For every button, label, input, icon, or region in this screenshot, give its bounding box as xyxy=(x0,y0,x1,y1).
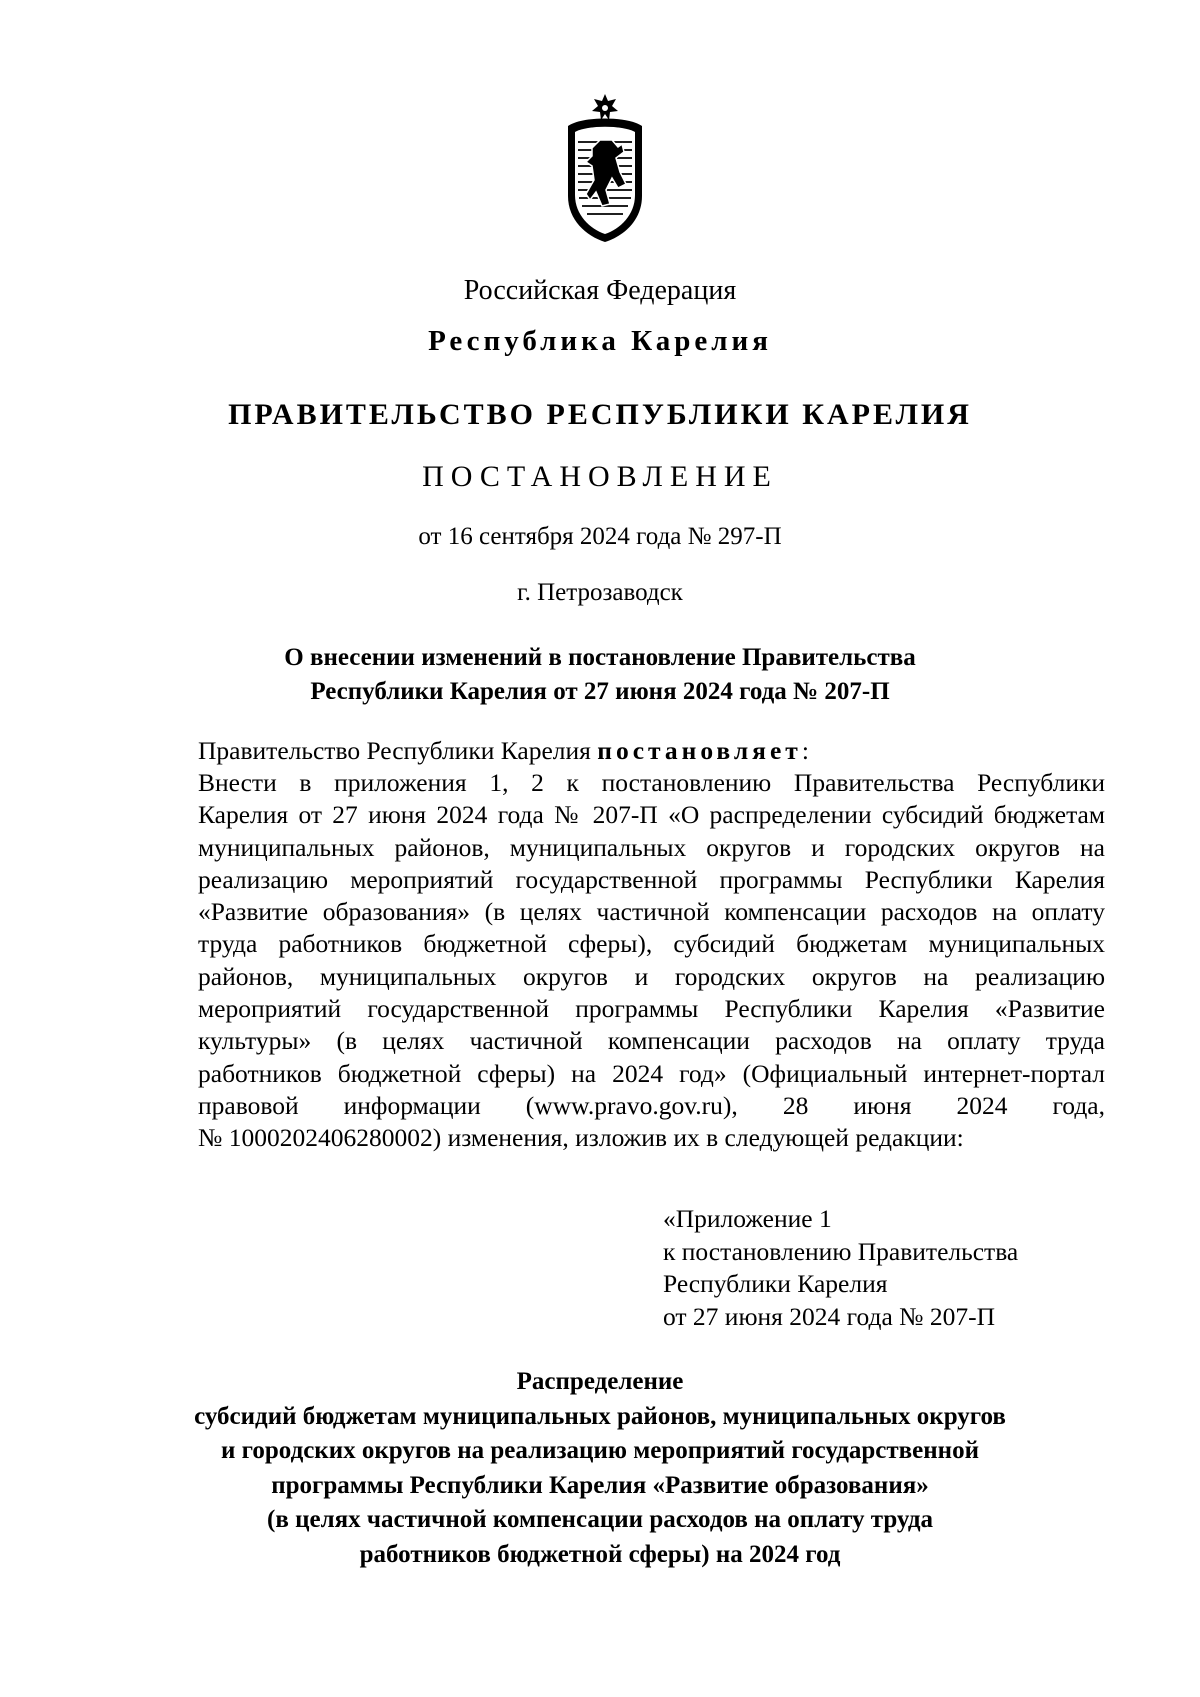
body-line: Карелия от 27 июня 2024 года № 207-П «О распределении субсидий бюджетам xyxy=(198,800,1105,830)
intro-colon: : xyxy=(801,736,809,765)
body-line: Внести в приложения 1, 2 к постановлению Правительства Республики xyxy=(198,768,1105,797)
distribution-title-line: работников бюджетной сферы) на 2024 год xyxy=(359,1540,841,1568)
government-name: ПРАВИТЕЛЬСТВО РЕСПУБЛИКИ КАРЕЛИЯ xyxy=(228,398,972,431)
body-line: «Развитие образования» (в целях частичной компенсации расходов на оплату xyxy=(198,897,1105,927)
distribution-title-line: программы Республики Карелия «Развитие образования» xyxy=(271,1471,929,1499)
appendix-line: Республики Карелия xyxy=(663,1269,888,1298)
document-city: г. Петрозаводск xyxy=(517,579,683,606)
intro-emphasis: постановляет xyxy=(597,736,802,765)
republic-name: Республика Карелия xyxy=(428,325,772,357)
distribution-title-line: Распределение xyxy=(516,1368,684,1395)
country-name: Российская Федерация xyxy=(463,275,737,306)
body-line: № 1000202406280002) изменения, изложив их в следующей редакции: xyxy=(198,1123,964,1153)
document-type: ПОСТАНОВЛЕНИЕ xyxy=(422,460,778,493)
body-line: труда работников бюджетной сферы), субсидий бюджетам муниципальных xyxy=(198,929,1105,959)
coat-of-arms-karelia xyxy=(562,92,648,244)
distribution-title xyxy=(0,1365,1200,1572)
distribution-title-line: и городских округов на реализацию мероприятий государственной xyxy=(221,1437,979,1464)
main-paragraph xyxy=(145,767,1105,1155)
appendix-line: от 27 июня 2024 года № 207-П xyxy=(663,1301,995,1331)
intro-paragraph xyxy=(145,735,1105,767)
body-line: районов, муниципальных округов и городских округов на реализацию xyxy=(198,961,1105,991)
body-line: муниципальных районов, муниципальных округов и городских округов на xyxy=(198,832,1105,862)
body-line: культуры» (в целях частичной компенсации расходов на оплату труда xyxy=(198,1026,1105,1056)
distribution-title-line: (в целях частичной компенсации расходов на оплату труда xyxy=(267,1506,933,1533)
body-line: мероприятий государственной программы Республики Карелия «Развитие xyxy=(198,994,1105,1024)
appendix-line: «Приложение 1 xyxy=(663,1204,832,1233)
distribution-title-line: субсидий бюджетам муниципальных районов, муниципальных округов xyxy=(194,1402,1006,1430)
document-title-line-1: О внесении изменений в постановление Правительства xyxy=(284,644,916,671)
appendix-line: к постановлению Правительства xyxy=(663,1236,1019,1266)
body-line: реализацию мероприятий государственной программы Республики Карелия xyxy=(198,864,1105,894)
appendix-heading xyxy=(663,1203,1018,1333)
body-line: правовой информации (www.pravo.gov.ru), 28 июня 2024 года, xyxy=(198,1090,1105,1120)
intro-text: Правительство Республики Карелия xyxy=(198,736,598,765)
document-title-line-2: Республики Карелия от 27 июня 2024 года № 207-П xyxy=(310,678,890,705)
document-date-number: от 16 сентября 2024 года № 297-П xyxy=(418,523,782,550)
body-line: работников бюджетной сферы) на 2024 год» (Официальный интернет-портал xyxy=(198,1058,1105,1088)
